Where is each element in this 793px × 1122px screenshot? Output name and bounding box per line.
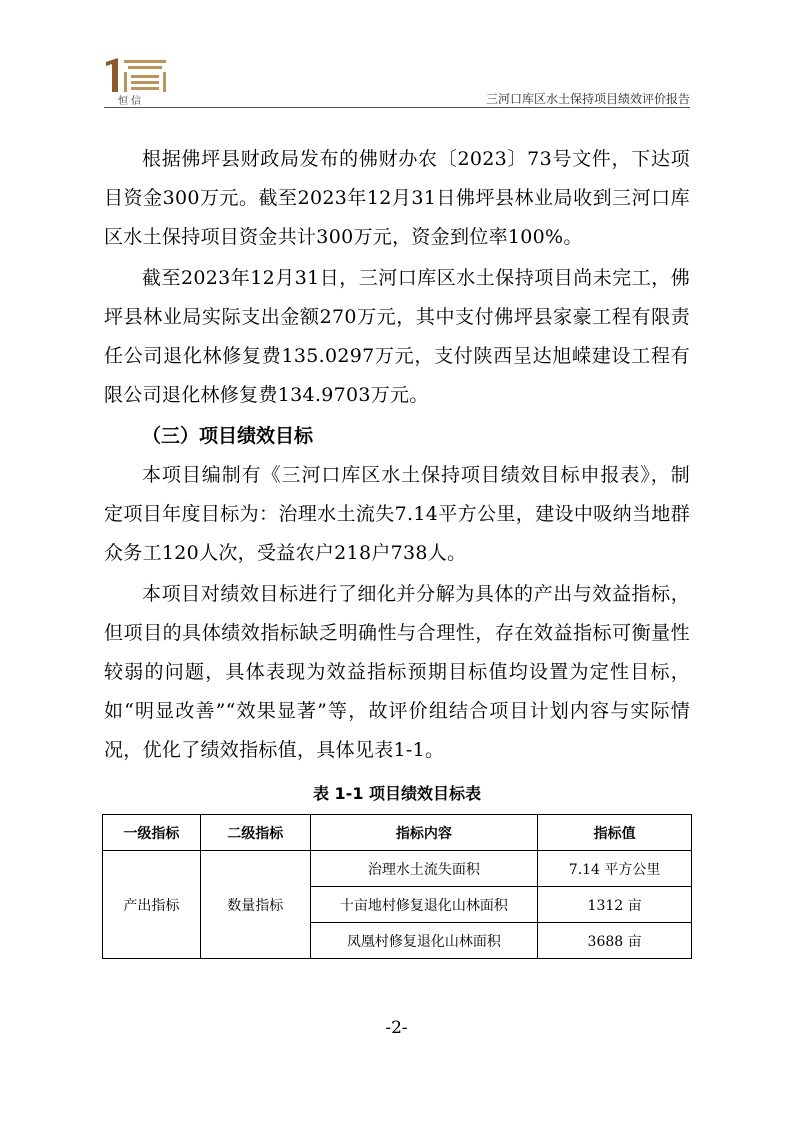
- indicator-paragraph: 本项目对绩效目标进行了细化并分解为具体的产出与效益指标，但项目的具体绩效指标缺乏明确性与合理性，存在效益指标可衡量性较弱的问题，具体表现为效益指标预期目标值均设置为定性目标，如“明显改善”“效果显著”等，故评价组结合项目计划内容与实际情况，优化了绩效指标值，具体见表1-1。: [104, 583, 690, 761]
- section-heading: （三）项目绩效目标: [142, 425, 314, 447]
- column-header: 一级指标: [103, 815, 201, 851]
- indicator-content-cell: 治理水土流失面积: [310, 851, 538, 887]
- table-header-row: [103, 815, 692, 851]
- header-divider: [104, 107, 690, 108]
- report-title: 三河口库区水土保持项目绩效评价报告: [485, 92, 690, 106]
- expenditure-paragraph: 截至2023年12月31日，三河口库区水土保持项目尚未完工，佛坪县林业局实际支出金额270万元，其中支付佛坪县家豪工程有限责任公司退化林修复费135.0297万元，支付陕西呈达旭嵘建设工程有限公司退化林修复费134.9703万元。: [104, 267, 690, 406]
- indicator-value-cell: 3688 亩: [538, 923, 692, 959]
- indicator-content-cell: 十亩地村修复退化山林面积: [310, 887, 538, 923]
- performance-target-table: [102, 814, 692, 959]
- column-header: 二级指标: [200, 815, 310, 851]
- column-header: 指标值: [538, 815, 692, 851]
- table-row: [103, 851, 692, 887]
- document-body: [104, 140, 690, 959]
- page-header: [104, 52, 690, 108]
- target-paragraph: 本项目编制有《三河口库区水土保持项目绩效目标申报表》，制定项目年度目标为：治理水土流失7.14平方公里，建设中吸纳当地群众务工120人次，受益农户218户738人。: [104, 464, 690, 564]
- level2-indicator-cell: 数量指标: [200, 851, 310, 959]
- indicator-value-cell: 7.14 平方公里: [538, 851, 692, 887]
- indicator-value-cell: 1312 亩: [538, 887, 692, 923]
- page-number: -2-: [385, 1018, 408, 1038]
- logo-caption: 恒信: [118, 96, 144, 107]
- table-caption: 表 1-1 项目绩效目标表: [312, 784, 482, 803]
- indicator-content-cell: 凤凰村修复退化山林面积: [310, 923, 538, 959]
- funding-paragraph: 根据佛坪县财政局发布的佛财办农〔2023〕73号文件，下达项目资金300万元。截至2023年12月31日佛坪县林业局收到三河口库区水土保持项目资金共计300万元，资金到位率100%。: [104, 148, 690, 248]
- level1-indicator-cell: 产出指标: [103, 851, 201, 959]
- column-header: 指标内容: [310, 815, 538, 851]
